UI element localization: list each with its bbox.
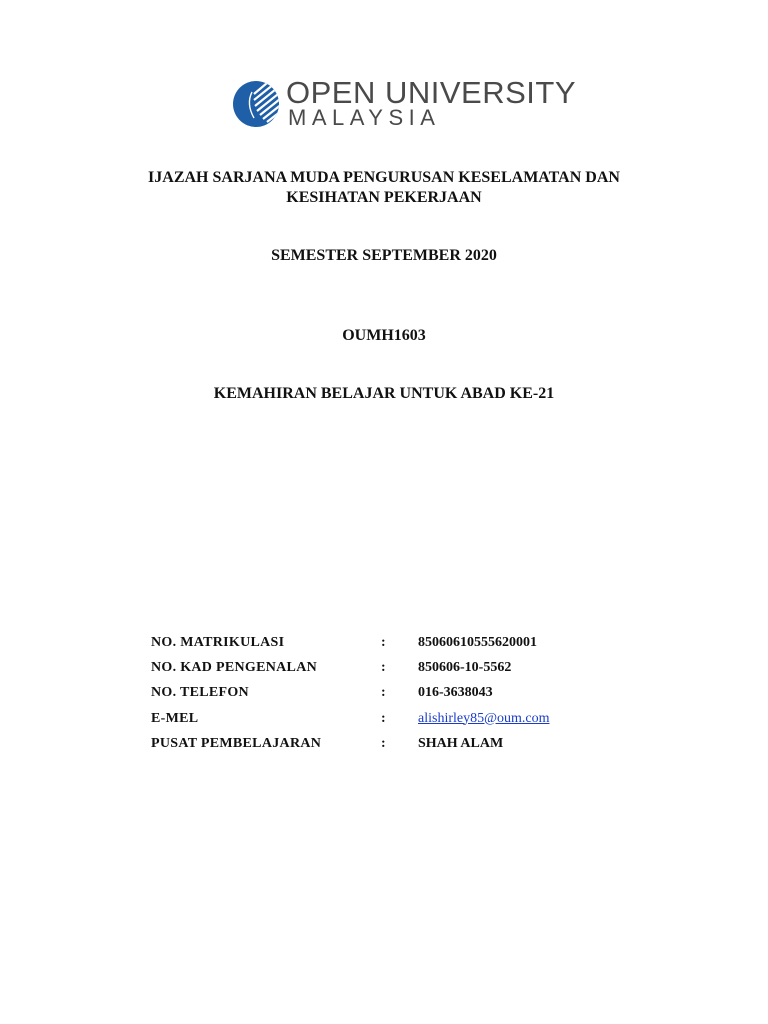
info-label: NO. KAD PENGENALAN: [151, 659, 318, 675]
course-code: OUMH1603: [342, 327, 426, 344]
info-row-email: [151, 706, 611, 731]
info-separator: :: [381, 634, 386, 650]
degree-title-line1: IJAZAH SARJANA MUDA PENGURUSAN KESELAMATAN DAN: [148, 169, 620, 186]
degree-title-line2: KESIHATAN PEKERJAAN: [286, 189, 482, 206]
info-label: E-MEL: [151, 710, 199, 726]
info-value-matric: 850606105556200​01: [418, 634, 537, 650]
info-row-matric: [151, 630, 611, 655]
info-value-center: SHAH ALAM: [418, 735, 504, 751]
info-separator: :: [381, 710, 386, 726]
semester-heading: SEMESTER SEPTEMBER 2020: [271, 247, 497, 264]
logo-text-open-university: OPEN UNIVERSITY: [286, 75, 576, 110]
oum-globe-logo-icon: [232, 80, 280, 128]
info-row-phone: [151, 681, 611, 706]
info-label: NO. MATRIKULASI: [151, 634, 285, 650]
info-row-center: [151, 731, 611, 756]
info-separator: :: [381, 685, 386, 701]
info-label: PUSAT PEMBELAJARAN: [151, 735, 322, 751]
logo-text-malaysia: MALAYSIA: [288, 105, 441, 130]
info-label: NO. TELEFON: [151, 685, 249, 701]
info-separator: :: [381, 735, 386, 751]
info-row-ic: [151, 655, 611, 680]
info-value-ic: 850606-10-5562: [418, 659, 512, 675]
university-logo: [232, 75, 576, 134]
degree-title: [0, 168, 768, 208]
student-info-table: [151, 630, 611, 756]
course-title: KEMAHIRAN BELAJAR UNTUK ABAD KE-21: [213, 385, 555, 402]
email-link[interactable]: alishirley85@oum.com: [418, 710, 550, 726]
info-value-phone: 016-3638043: [418, 685, 493, 701]
info-separator: :: [381, 659, 386, 675]
